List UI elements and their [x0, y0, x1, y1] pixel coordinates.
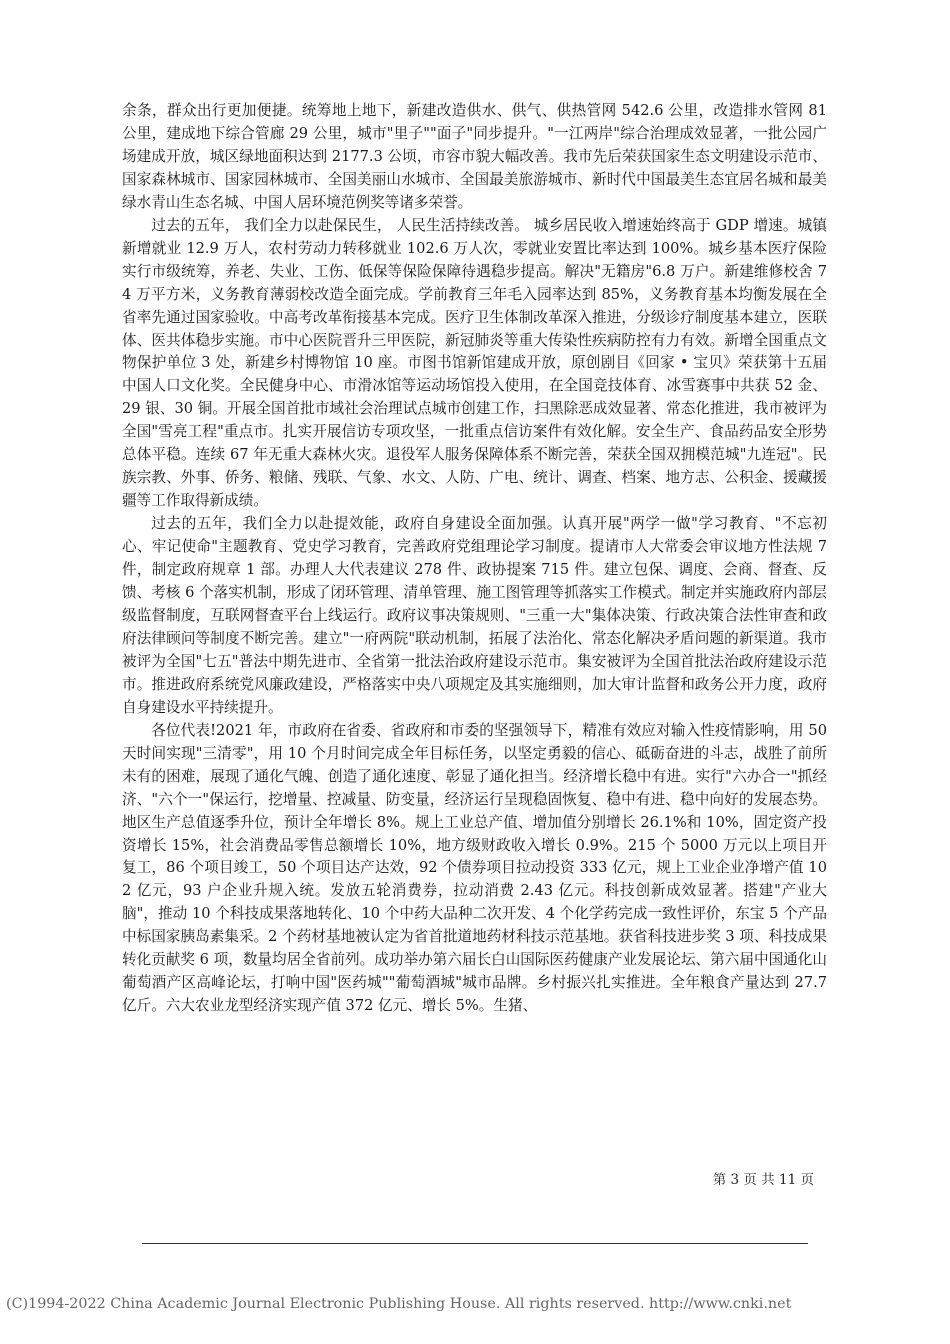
page-number: 第 3 页 共 11 页 — [712, 1172, 814, 1188]
paragraph-government-efficiency: 过去的五年，我们全力以赴提效能，政府自身建设全面加强。认真开展"两学一做"学习教育、"不忘初心、牢记使命"主题教育、党史学习教育，完善政府党组理论学习制度。提请市人大常委会审议地方性法规 7 件，制定政府规章 1 部。办理人大代表建议 278 件、政协提案 715 件。建立包保、调度、会商、督查、反馈、考核 6 个落实机制，形成了闭环管理、清单管理、施工图管理等抓落实工作模式。制定并实施政府内部层级监督制度，互联网督查平台上线运行。政府议事决策规则、"三重一大"集体决策、行政决策合法性审查和政府法律顾问等制度不断完善。建立"一府两院"联动机制，拓展了法治化、常态化解决矛盾问题的新渠道。我市被评为全国"七五"普法中期先进市、全省第一批法治政府建设示范市。集安被评为全国首批法治政府建设示范市。推进政府系统党风廉政建设，严格落实中央八项规定及其实施细则，加大审计监督和政务公开力度，政府自身建设水平持续提升。 — [122, 515, 827, 716]
paragraph-2021-review: 各位代表!2021 年，市政府在省委、省政府和市委的坚强领导下，精准有效应对输入性疫情影响，用 50 天时间实现"三清零"，用 10 个月时间完成全年目标任务，以坚定勇毅的信心、砥砺奋进的斗志，战胜了前所未有的困难，展现了通化气魄、创造了通化速度、彰显了通化担当。经济增长稳中有进。实行"六办合一"抓经济、"六个一"保运行，挖增量、控减量、防变量，经济运行呈现稳固恢复、稳中有进、稳中向好的发展态势。地区生产总值逐季升位，预计全年增长 8%。规上工业总产值、增加值分别增长 26.1%和 10%，固定资产投资增长 15%，社会消费品零售总额增长 10%，地方级财政收入增长 0.9%。215 个 5000 万元以上项目开复工，86 个项目竣工，50 个项目达产达效，92 个债券项目拉动投资 333 亿元，规上工业企业净增产值 102 亿元，93 户企业升规入统。发放五轮消费券，拉动消费 2.43 亿元。科技创新成效显著。搭建"产业大脑"，推动 10 个科技成果落地转化、10 个中药大品种二次开发、4 个化学药完成一致性评价，东宝 5 个产品中标国家胰岛素集采。2 个药材基地被认定为省首批道地药材科技示范基地。获省科技进步奖 3 项、科技成果转化贡献奖 6 项，数量均居全省前列。成功举办第六届长白山国际医药健康产业发展论坛、第六届中国通化山葡萄酒产区高峰论坛，打响中国"医药城""葡萄酒城"城市品牌。乡村振兴扎实推进。全年粮食产量达到 27.7 亿斤。六大农业龙型经济实现产值 372 亿元、增长 5%。生猪、 — [122, 721, 827, 1015]
paragraph-livelihood: 过去的五年， 我们全力以赴保民生， 人民生活持续改善。 城乡居民收入增速始终高于 GDP 增速。城镇新增就业 12.9 万人，农村劳动力转移就业 102.6 万人次，零就业安置比率达到 100%。城乡基本医疗保险实行市级统筹，养老、失业、工伤、低保等保险保障待遇稳步提高。解决"无籍房"6.8 万户。新建维修校舍 74 万平方米，义务教育薄弱校改造全面完成。学前教育三年毛入园率达到 85%，义务教育基本均衡发展在全省率先通过国家验收。中高考改革衔接基本完成。医疗卫生体制改革深入推进，分级诊疗制度基本建立，医联体、医共体稳步实施。市中心医院晋升三甲医院，新冠肺炎等重大传染性疾病防控有力有效。新增全国重点文物保护单位 3 处，新建乡村博物馆 10 座。市图书馆新馆建成开放，原创剧目《回家 • 宝贝》荣获第十五届中国人口文化奖。全民健身中心、市滑冰馆等运动场馆投入使用，在全国竞技体育、冰雪赛事中共获 52 金、29 银、30 铜。开展全国首批市域社会治理试点城市创建工作，扫黑除恶成效显著、常态化推进，我市被评为全国"雪亮工程"重点市。扎实开展信访专项攻坚，一批重点信访案件有效化解。安全生产、食品药品安全形势总体平稳。连续 67 年无重大森林火灾。退役军人服务保障体系不断完善，荣获全国双拥模范城"九连冠"。民族宗教、外事、侨务、粮储、残联、气象、水文、人防、广电、统计、调查、档案、地方志、公积金、援藏援疆等工作取得新成绩。 — [122, 216, 828, 510]
paragraph-urban-construction: 余条，群众出行更加便捷。统筹地上地下，新建改造供水、供气、供热管网 542.6 公里，改造排水管网 81 公里，建成地下综合管廊 29 公里，城市"里子""面子"同步提升。"一江两岸"综合治理成效显著，一批公园广场建成开放，城区绿地面积达到 2177.3 公顷，市容市貌大幅改善。我市先后荣获国家生态文明建设示范市、国家森林城市、国家园林城市、全国美丽山水城市、全国最美旅游城市、新时代中国最美生态宜居名城和最美绿水青山生态名城、中国人居环境范例奖等诸多荣誉。 — [122, 102, 827, 211]
document-body — [122, 100, 827, 1018]
copyright-notice: (C)1994-2022 China Academic Journal Electronic Publishing House. All rights reserved. http://www.cnki.net — [6, 1296, 792, 1312]
footer-divider — [142, 1243, 808, 1244]
